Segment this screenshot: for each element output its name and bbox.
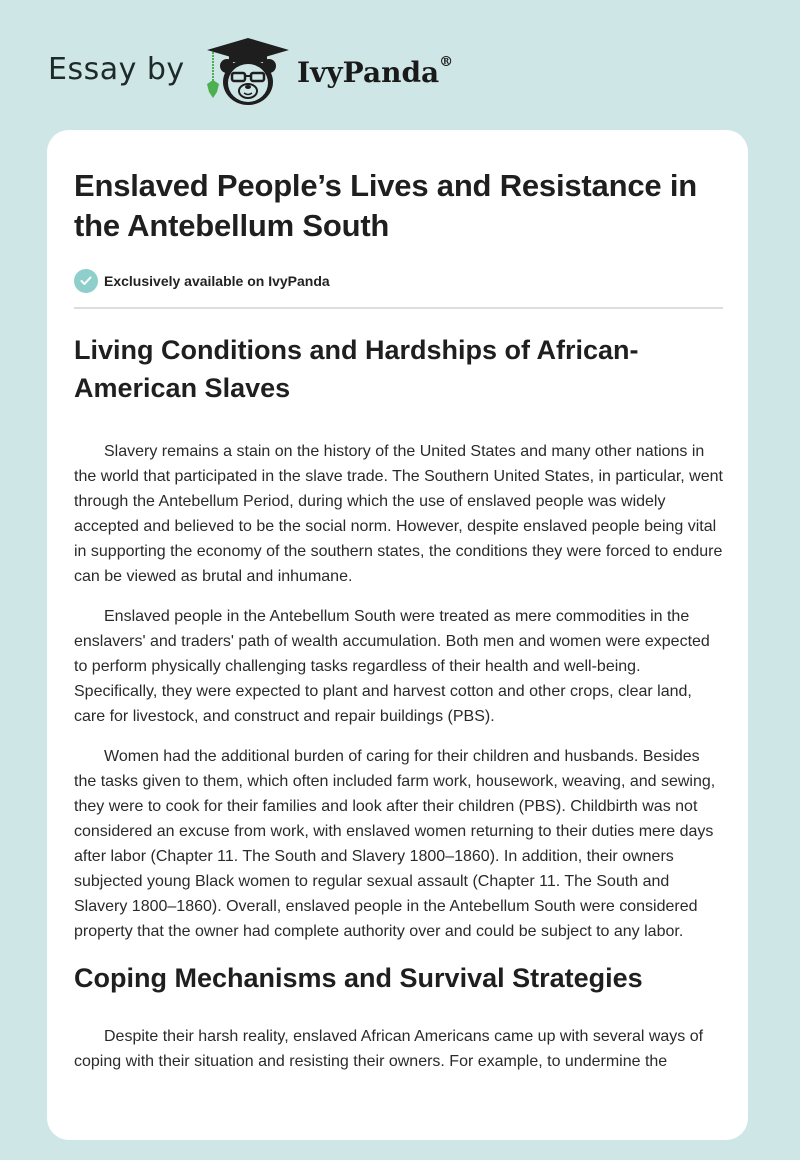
essay-by-label: Essay by [48, 52, 185, 87]
paragraph: Despite their harsh reality, enslaved African Americans came up with several ways of coping with their situation and resisting their owners. For example, to undermine the [74, 1028, 704, 1070]
section-heading: Coping Mechanisms and Survival Strategies [74, 963, 643, 993]
paragraph: Women had the additional burden of caring for their children and husbands. Besides the tasks given to them, which often included farm work, housework, weaving, and sewing, they were to cook for their families and look after their children (PBS). Childbirth was not considered an excuse from work, with enslaved women returning to their duties mere days after labor (Chapter 11. The South and Slavery 1800–1860). In addition, their owners subjected young Black women to regular sexual assault (Chapter 11. The South and Slavery 1800–1860). Overall, enslaved people in the Antebellum South were considered property that the owner had complete authority over and could be subject to any labor. [74, 748, 716, 940]
check-circle-icon [74, 269, 98, 293]
paragraph: Enslaved people in the Antebellum South were treated as mere commodities in the enslavers' and traders' path of wealth accumulation. Both men and women were expected to perform physically challenging tasks regardless of their health and well-being. Specifically, they were expected to plant and harvest cotton and other crops, clear land, care for livestock, and construct and repair buildings (PBS). [74, 608, 710, 725]
registered-mark: ® [439, 54, 454, 70]
essay-card [47, 130, 748, 1140]
page-title: Enslaved People’s Lives and Resistance in the Antebellum South [74, 168, 697, 243]
panda-graduation-cap-icon[interactable] [203, 36, 293, 108]
brand-text: IvyPanda [297, 56, 440, 89]
paragraph: Slavery remains a stain on the history of the United States and many other nations in the world that participated in the slave trade. The Southern United States, in particular, went through the Antebellum Period, during which the use of enslaved people was widely accepted and believed to be the social norm. However, despite enslaved people being vital in supporting the economy of the southern states, the conditions they were forced to endure can be viewed as brutal and inhumane. [74, 443, 723, 585]
section-heading: Living Conditions and Hardships of African-American Slaves [74, 335, 639, 403]
site-header [0, 0, 800, 130]
exclusive-label: Exclusively available on IvyPanda [104, 273, 330, 289]
divider [74, 307, 723, 309]
brand-name[interactable] [297, 56, 453, 89]
essay-content [74, 166, 724, 1074]
exclusive-badge [74, 268, 724, 294]
